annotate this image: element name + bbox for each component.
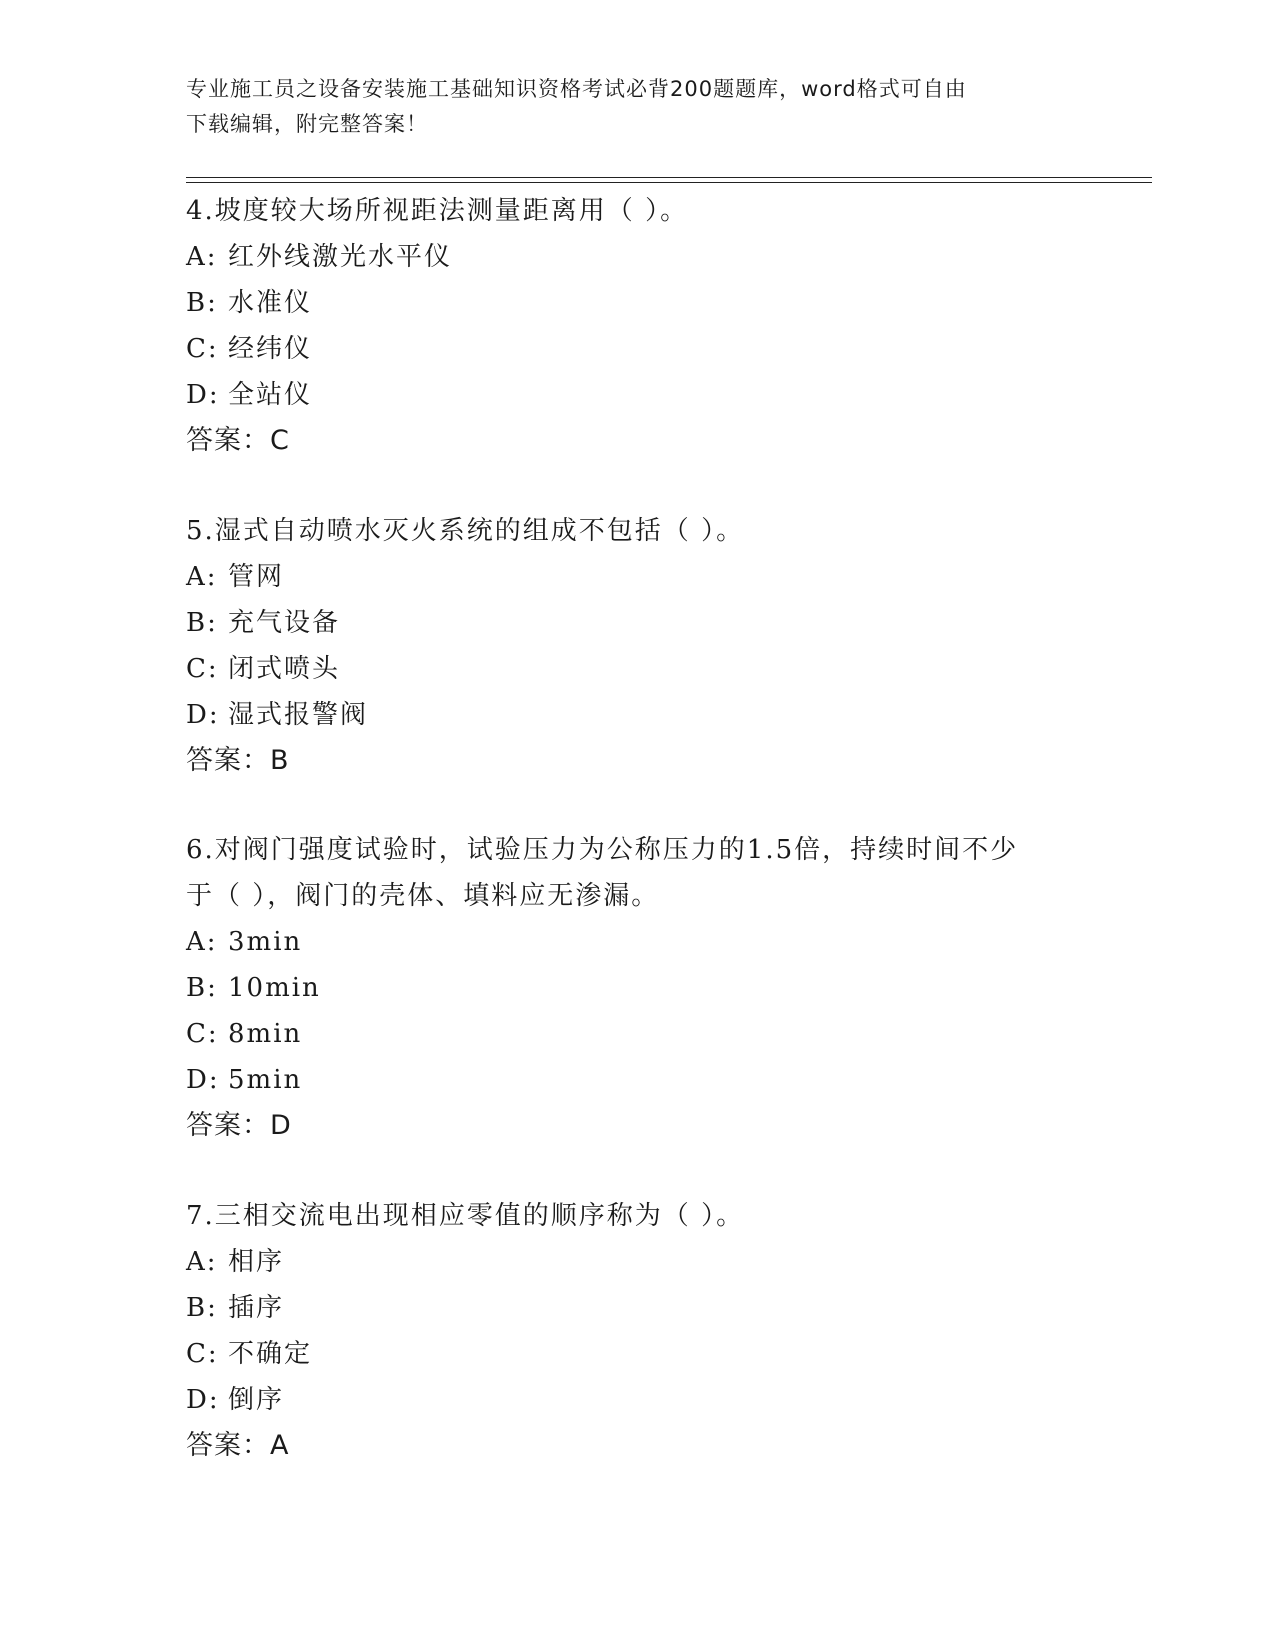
option-key: A: — [186, 242, 218, 272]
question-4 — [186, 188, 1086, 464]
header-line-2: 下载编辑，附完整答案！ — [186, 112, 428, 136]
option-key: C: — [186, 1019, 219, 1049]
option-c — [186, 646, 1086, 692]
option-text: 相序 — [228, 1247, 285, 1277]
option-key: D: — [186, 1385, 220, 1415]
option-b — [186, 280, 1086, 326]
option-a — [186, 234, 1086, 280]
option-key: D: — [186, 1065, 220, 1095]
option-text: 经纬仪 — [228, 334, 313, 364]
question-stem-line-1: 6.对阀门强度试验时，试验压力为公称压力的1.5倍，持续时间不少 — [186, 835, 1019, 865]
option-key: A: — [186, 562, 218, 592]
question-5 — [186, 508, 1086, 784]
option-key: B: — [186, 973, 218, 1003]
option-b — [186, 600, 1086, 646]
option-key: D: — [186, 700, 220, 730]
question-stem: 4.坡度较大场所视距法测量距离用（ ）。 — [186, 196, 689, 226]
option-d — [186, 1057, 1086, 1103]
option-text: 湿式报警阀 — [228, 700, 369, 730]
header-line-1: 专业施工员之设备安装施工基础知识资格考试必背200题题库，word格式可自由 — [186, 77, 967, 101]
option-text: 5min — [228, 1065, 303, 1095]
answer-line: 答案：A — [186, 1430, 290, 1461]
option-key: B: — [186, 608, 218, 638]
option-key: D: — [186, 380, 220, 410]
question-stem: 5.湿式自动喷水灭火系统的组成不包括（ ）。 — [186, 516, 745, 546]
option-text: 闭式喷头 — [228, 654, 341, 684]
header-divider-top — [186, 177, 1152, 178]
option-d — [186, 372, 1086, 418]
option-text: 水准仪 — [228, 288, 313, 318]
option-b — [186, 1285, 1086, 1331]
answer-line: 答案：B — [186, 745, 290, 776]
option-text: 不确定 — [228, 1339, 313, 1369]
option-text: 全站仪 — [228, 380, 313, 410]
option-a — [186, 919, 1086, 965]
option-c — [186, 326, 1086, 372]
question-6 — [186, 827, 1086, 1149]
option-key: B: — [186, 288, 218, 318]
answer-line: 答案：C — [186, 425, 290, 456]
option-text: 充气设备 — [228, 608, 341, 638]
option-key: C: — [186, 654, 219, 684]
question-stem-line-2: 于（ ），阀门的壳体、填料应无渗漏。 — [186, 881, 660, 911]
option-b — [186, 965, 1086, 1011]
option-key: B: — [186, 1293, 218, 1323]
question-7 — [186, 1193, 1086, 1469]
option-text: 倒序 — [228, 1385, 285, 1415]
option-key: A: — [186, 927, 218, 957]
option-text: 10min — [228, 973, 321, 1003]
option-c — [186, 1011, 1086, 1057]
option-text: 管网 — [228, 562, 285, 592]
option-d — [186, 692, 1086, 738]
option-text: 3min — [228, 927, 303, 957]
option-text: 8min — [228, 1019, 303, 1049]
option-text: 红外线激光水平仪 — [228, 242, 453, 272]
header-divider-bottom — [186, 182, 1152, 183]
option-key: C: — [186, 334, 219, 364]
option-d — [186, 1377, 1086, 1423]
option-a — [186, 554, 1086, 600]
question-stem: 7.三相交流电出现相应零值的顺序称为（ ）。 — [186, 1201, 745, 1231]
option-key: C: — [186, 1339, 219, 1369]
option-a — [186, 1239, 1086, 1285]
answer-line: 答案：D — [186, 1110, 292, 1141]
option-text: 插序 — [228, 1293, 285, 1323]
document-header — [186, 72, 1066, 142]
option-key: A: — [186, 1247, 218, 1277]
option-c — [186, 1331, 1086, 1377]
